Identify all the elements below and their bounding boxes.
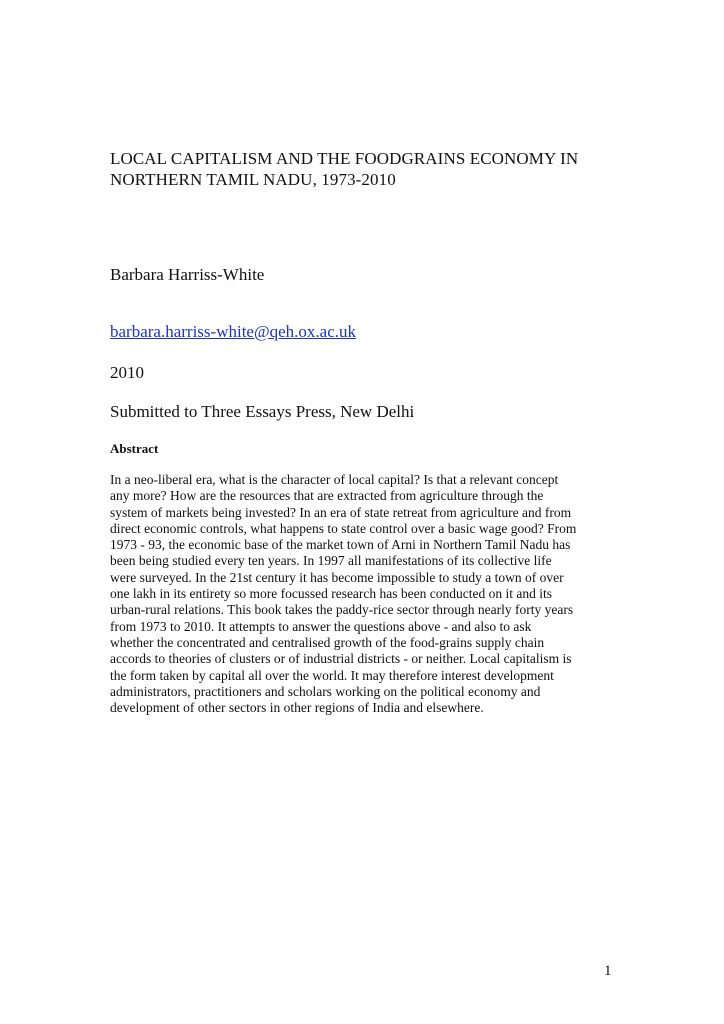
abstract-line: development of other sectors in other regions of India and elsewhere.	[110, 700, 484, 716]
submission-note: Submitted to Three Essays Press, New Delhi	[110, 402, 415, 421]
abstract-line: direct economic controls, what happens to state control over a basic wage good? From	[110, 520, 577, 536]
abstract-line: system of markets being invested? In an era of state retreat from agriculture and from	[110, 504, 572, 520]
abstract-line: administrators, practitioners and scholars working on the political economy and	[110, 683, 541, 699]
abstract-line: whether the concentrated and centralised growth of the food-grains supply chain	[110, 634, 545, 650]
abstract-line: were surveyed. In the 21st century it has become impossible to study a town of over	[110, 569, 564, 585]
title-line-2: NORTHERN TAMIL NADU, 1973-2010	[110, 170, 396, 189]
abstract-line: In a neo-liberal era, what is the character of local capital? Is that a relevant concept	[110, 472, 559, 487]
author-name: Barbara Harriss-White	[110, 265, 265, 284]
abstract-body	[110, 472, 630, 716]
abstract-line: 1973 - 93, the economic base of the market town of Arni in Northern Tamil Nadu has	[110, 537, 571, 553]
abstract-line: from 1973 to 2010. It attempts to answer the questions above - and also to ask	[110, 618, 532, 634]
publication-year: 2010	[110, 363, 144, 382]
abstract-line: any more? How are the resources that are extracted from agriculture through the	[110, 488, 544, 504]
document-title	[110, 148, 630, 190]
abstract-line: accords to theories of clusters or of industrial districts - or neither. Local capitalism is	[110, 651, 572, 667]
abstract-heading: Abstract	[110, 441, 159, 456]
title-line-1: LOCAL CAPITALISM AND THE FOODGRAINS ECONOMY IN	[110, 149, 579, 168]
abstract-line: one lakh in its entirety so more focussed research has been conducted on it and its	[110, 586, 552, 602]
abstract-line: urban-rural relations. This book takes the paddy-rice sector through nearly forty years	[110, 602, 574, 618]
abstract-line: been being studied every ten years. In 1997 all manifestations of its collective life	[110, 553, 552, 569]
page-number: 1	[604, 963, 612, 979]
abstract-line: the form taken by capital all over the world. It may therefore interest development	[110, 667, 554, 683]
author-email-link[interactable]: barbara.harriss-white@qeh.ox.ac.uk	[110, 322, 357, 341]
